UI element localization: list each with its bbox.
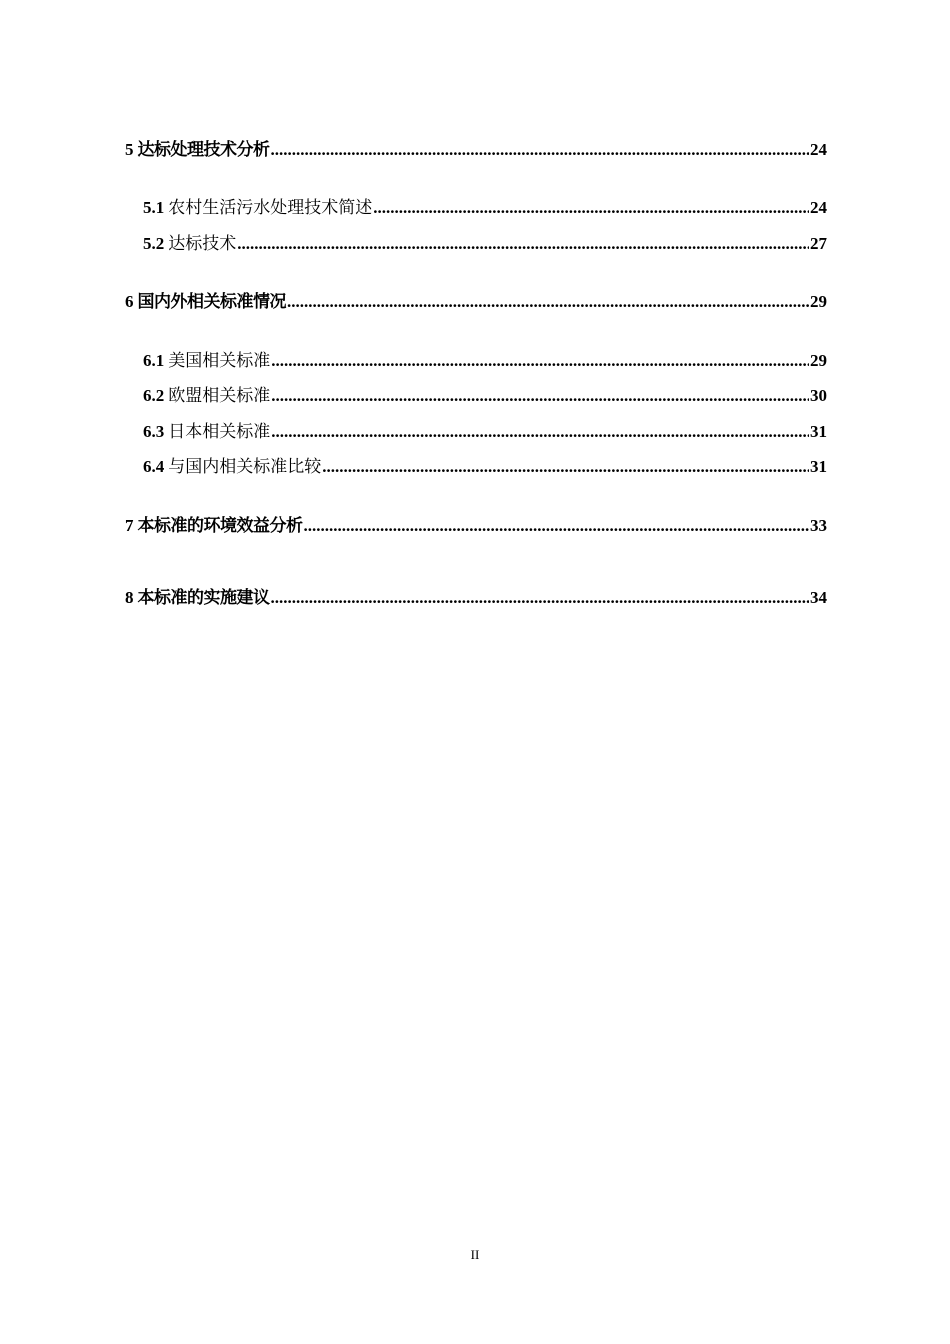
toc-entry-number: 5.1 — [143, 198, 165, 217]
toc-entry-6-3[interactable] — [143, 422, 827, 442]
toc-entry-number: 6.1 — [143, 351, 165, 370]
toc-entry-title: 日本相关标准 — [168, 422, 271, 442]
toc-entry-6-1[interactable] — [143, 351, 827, 371]
toc-dot-leader — [271, 588, 810, 608]
toc-entry-page: 31 — [810, 422, 827, 441]
toc-entry-page: 24 — [810, 198, 827, 217]
toc-entry-6-4[interactable] — [143, 457, 827, 477]
toc-entry-page: 33 — [810, 516, 827, 535]
toc-entry-title: 达标处理技术分析 — [137, 140, 270, 160]
toc-entry-page: 29 — [810, 351, 827, 370]
toc-dot-leader — [271, 422, 809, 442]
toc-entry-6[interactable] — [125, 292, 827, 312]
toc-entry-number: 6 — [125, 292, 134, 311]
toc-entry-title: 本标准的环境效益分析 — [137, 516, 303, 536]
toc-entry-page: 27 — [810, 234, 827, 253]
toc-entry-number: 8 — [125, 588, 134, 607]
toc-entry-8[interactable] — [125, 588, 827, 608]
toc-dot-leader — [373, 198, 809, 218]
toc-entry-number: 6.4 — [143, 457, 165, 476]
toc-entry-number: 5.2 — [143, 234, 165, 253]
footer-page-number: II — [470, 1247, 480, 1262]
toc-entry-page: 34 — [810, 588, 827, 607]
toc-entry-page: 30 — [810, 386, 827, 405]
toc-dot-leader — [271, 140, 810, 160]
toc-entry-7[interactable] — [125, 516, 827, 536]
toc-entry-title: 本标准的实施建议 — [137, 588, 270, 608]
toc-entry-5[interactable] — [125, 140, 827, 160]
toc-entry-5-1[interactable] — [143, 198, 827, 218]
toc-entry-title: 与国内相关标准比较 — [168, 457, 322, 477]
toc-dot-leader — [271, 351, 809, 371]
toc-entry-title: 欧盟相关标准 — [168, 386, 271, 406]
toc-entry-title: 美国相关标准 — [168, 351, 271, 371]
toc-entry-page: 29 — [810, 292, 827, 311]
toc-entry-number: 6.3 — [143, 422, 165, 441]
toc-entry-title: 国内外相关标准情况 — [137, 292, 286, 312]
toc-entry-page: 24 — [810, 140, 827, 159]
toc-entry-number: 7 — [125, 516, 134, 535]
toc-dot-leader — [322, 457, 809, 477]
toc-entry-5-2[interactable] — [143, 234, 827, 254]
toc-entry-title: 农村生活污水处理技术简述 — [168, 198, 373, 218]
toc-entry-number: 5 — [125, 140, 134, 159]
toc-dot-leader — [237, 234, 809, 254]
toc-dot-leader — [304, 516, 810, 536]
toc-entry-title: 达标技术 — [168, 234, 237, 254]
toc-dot-leader — [271, 386, 809, 406]
toc-entry-page: 31 — [810, 457, 827, 476]
toc-entry-6-2[interactable] — [143, 386, 827, 406]
toc-entry-number: 6.2 — [143, 386, 165, 405]
toc-dot-leader — [287, 292, 809, 312]
